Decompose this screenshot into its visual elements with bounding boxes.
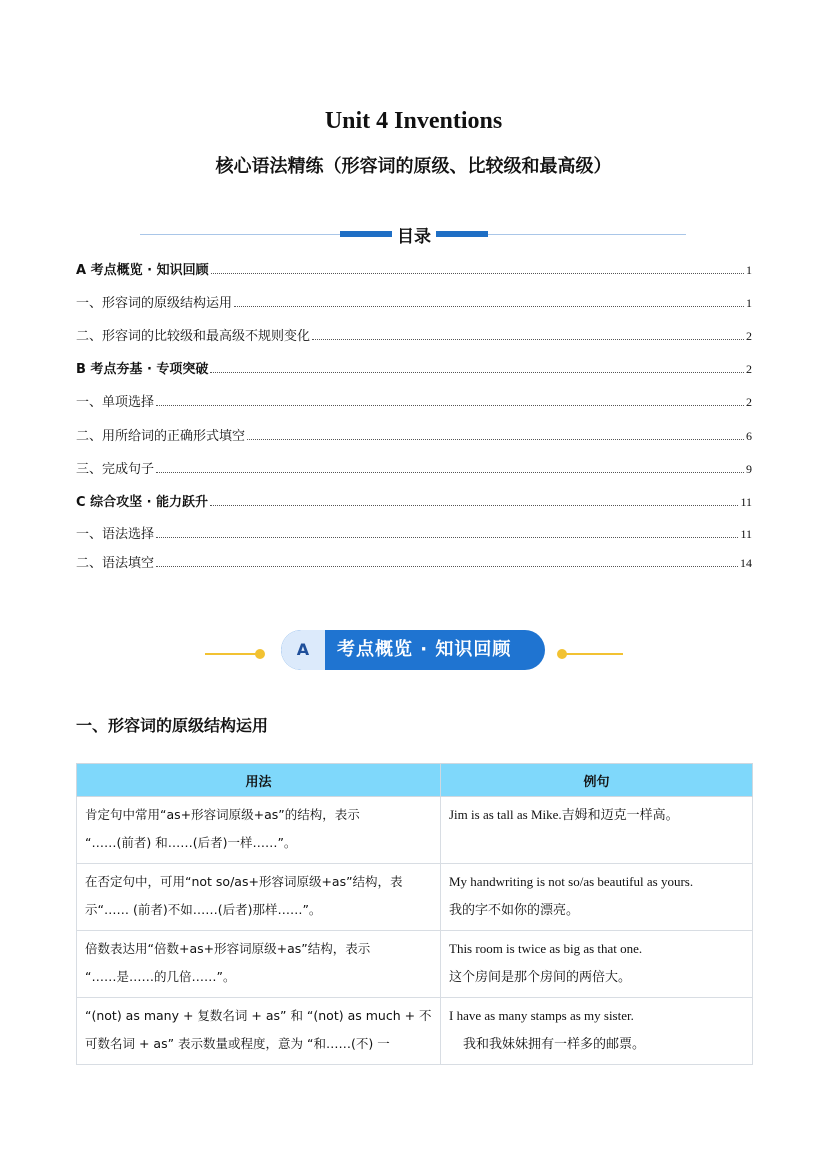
- usage-line: 肯定句中常用“as+形容词原级+as”的结构，表示: [85, 807, 360, 822]
- example-line: 我的字不如你的漂亮。: [449, 902, 580, 917]
- table-row: [77, 931, 753, 998]
- usage-line: 可数名词 + as” 表示数量或程度，意为 “和……(不) 一: [85, 1036, 390, 1051]
- document-subtitle: 核心语法精练（形容词的原级、比较级和最高级）: [215, 156, 612, 177]
- toc-entry[interactable]: [76, 390, 752, 410]
- toc-entry-page: 2: [746, 362, 752, 376]
- toc-entry-page: 11: [740, 495, 752, 509]
- toc-entry-text: 二、用所给词的正确形式填空: [76, 429, 246, 444]
- toc-entry-text: 一、语法选择: [76, 527, 155, 542]
- usage-cell: [77, 931, 441, 998]
- example-line: Jim is as tall as Mike.吉姆和迈克一样高。: [449, 807, 679, 822]
- usage-cell: [77, 998, 441, 1065]
- toc-leader: [156, 471, 744, 473]
- toc-heading: [140, 222, 686, 246]
- toc-leader: [210, 504, 738, 506]
- toc-entry-page: 9: [746, 462, 752, 476]
- usage-line: “……是……的几倍……”。: [85, 969, 236, 984]
- banner-pill: [281, 630, 545, 670]
- example-cell: [441, 864, 753, 931]
- toc-entry-page: 2: [746, 329, 752, 343]
- toc-entry[interactable]: [76, 424, 752, 444]
- document-title: Unit 4 Inventions: [324, 108, 503, 134]
- toc-divider-left: [140, 234, 340, 235]
- toc-leader: [234, 305, 744, 307]
- section-banner: [205, 628, 625, 672]
- table-row: [77, 797, 753, 864]
- toc-entry[interactable]: [76, 551, 752, 571]
- usage-line: “……(前者) 和……(后者)一样……”。: [85, 835, 297, 850]
- example-line: 我和我妹妹拥有一样多的邮票。: [463, 1036, 646, 1051]
- usage-table: [76, 763, 753, 1065]
- toc-entry-text: 二、形容词的比较级和最高级不规则变化: [76, 329, 311, 344]
- toc-entry-page: 6: [746, 429, 752, 443]
- toc-bar-right: [436, 231, 488, 237]
- toc-entry[interactable]: [76, 522, 752, 542]
- banner-wing-left: [205, 653, 261, 655]
- banner-letter: A: [281, 630, 325, 670]
- banner-wing-right: [565, 653, 623, 655]
- toc-entry-page: 14: [740, 556, 752, 570]
- toc-leader: [156, 536, 738, 538]
- toc-entry[interactable]: [76, 490, 752, 510]
- section-heading: 一、形容词的原级结构运用: [76, 716, 269, 735]
- toc-entry-text: 三、完成句子: [76, 462, 155, 477]
- usage-line: 在否定句中，可用“not so/as+形容词原级+as”结构，表: [85, 874, 403, 889]
- toc-entry-page: 1: [746, 263, 752, 277]
- toc-entry[interactable]: [76, 457, 752, 477]
- example-line: 这个房间是那个房间的两倍大。: [449, 969, 632, 984]
- toc-leader: [156, 404, 744, 406]
- toc-leader: [312, 338, 744, 340]
- toc-entry[interactable]: [76, 258, 752, 278]
- example-cell: [441, 931, 753, 998]
- toc-entry-page: 2: [746, 395, 752, 409]
- toc-divider-right: [488, 234, 686, 235]
- usage-cell: [77, 797, 441, 864]
- example-line: My handwriting is not so/as beautiful as yours.: [449, 874, 694, 889]
- toc-entry-text: B 考点夯基 · 专项突破: [76, 362, 209, 377]
- banner-dot-left: [255, 649, 265, 659]
- table-header-row: [77, 764, 753, 797]
- column-header-usage: 用法: [77, 764, 441, 797]
- usage-line: 示“…… (前者)不如……(后者)那样……”。: [85, 902, 322, 917]
- table-row: [77, 864, 753, 931]
- example-cell: [441, 797, 753, 864]
- table-row: [77, 998, 753, 1065]
- usage-line: “(not) as many + 复数名词 + as” 和 “(not) as much + 不: [85, 1008, 432, 1023]
- example-cell: [441, 998, 753, 1065]
- toc-entry-text: 二、语法填空: [76, 556, 155, 571]
- example-line: This room is twice as big as that one.: [449, 941, 643, 956]
- example-line: I have as many stamps as my sister.: [449, 1008, 634, 1023]
- toc-heading-label: 目录: [397, 227, 431, 247]
- toc-entry-text: A 考点概览 · 知识回顾: [76, 263, 209, 278]
- toc-entry[interactable]: [76, 324, 752, 344]
- toc-entry-page: 1: [746, 296, 752, 310]
- toc-leader: [211, 272, 744, 274]
- column-header-example: 例句: [441, 764, 753, 797]
- toc-leader: [210, 371, 744, 373]
- toc-entry-page: 11: [740, 527, 752, 541]
- usage-cell: [77, 864, 441, 931]
- toc-entry-text: C 综合攻坚 · 能力跃升: [76, 495, 209, 510]
- usage-line: 倍数表达用“倍数+as+形容词原级+as”结构，表示: [85, 941, 371, 956]
- toc-entry-text: 一、单项选择: [76, 395, 155, 410]
- toc-entry[interactable]: [76, 291, 752, 311]
- toc-leader: [156, 565, 738, 567]
- toc-entry[interactable]: [76, 357, 752, 377]
- toc-bar-left: [340, 231, 392, 237]
- toc-leader: [247, 438, 744, 440]
- banner-text: 考点概览 · 知识回顾: [337, 639, 512, 660]
- toc-entry-text: 一、形容词的原级结构运用: [76, 296, 233, 311]
